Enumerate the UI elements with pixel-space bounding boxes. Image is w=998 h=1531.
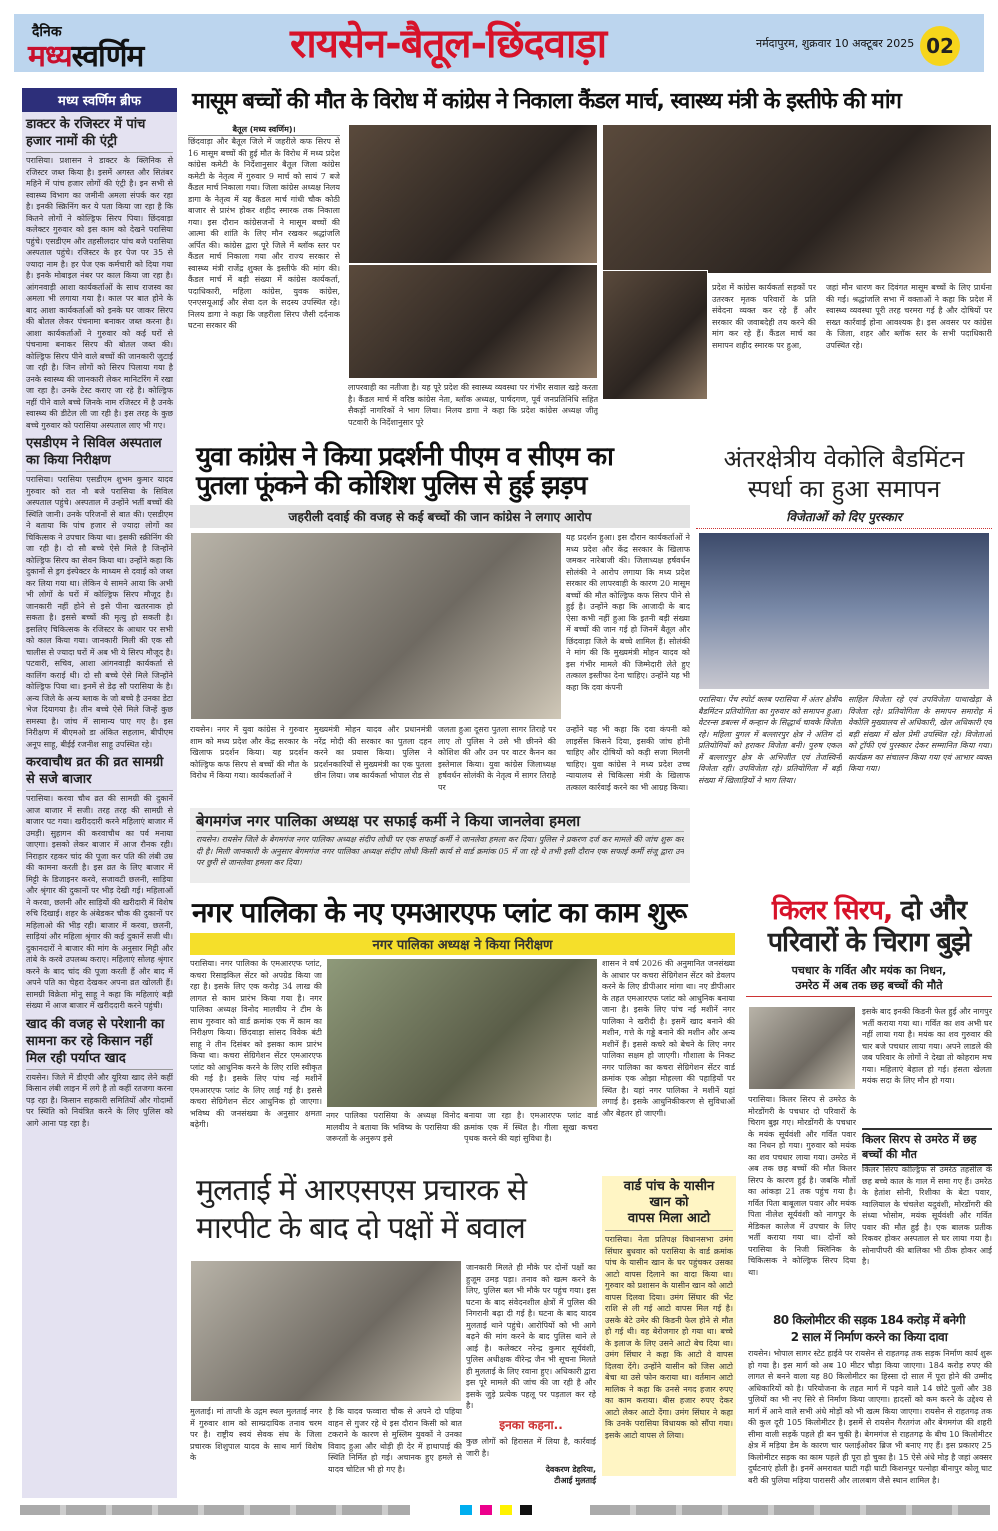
brief-body: परासिया। परासिया एसडीएम शुभम कुमार यादव गुरुवार को रात नौ बजे परासिया के सिविल अस्पताल पहुंचे। अस्पताल में उन्होंने भर्ती बच्चों की स्थिति जानी। उनके परिजनों से बात की। एसडीएम ने बताया कि पांच हजार से ज्यादा लोगों का चिकित्सक ने उपचार किया था। इसकी स्क्रीनिंग की जा रही है। दो सौ बच्चे ऐसे मिले है जिन्होंने कोल्ड्रिफ सिरप का सेवन किया था। उन्होंने कहा कि दुकानों से ड्रग इंस्पेक्टर के माध्यम से दवाई को जब्त कर लिया गया था। लेकिन ये सामने आया कि अभी भी लोगों के घरों में कोल्ड्रिफ सिरप मौजूद है। जानकारी नहीं होने से इसे पीना खतरनाक हो सकता है। इससे बच्चों की मृत्यु हो सकती है। इसलिए चिकित्सक के रजिस्टर के आधार पर सभी को काल किया गया। जानकारी मिली की एक सौ चालीस से ज्यादा घरों में अब भी ये सिरप मौजूद है। पटवारी, सचिव, आशा आंगनवाड़ी कार्यकर्ता से कालिंग कराई थी। दो सौ बच्चे ऐसे मिले जिन्होंने कोल्ड्रिफ पिया था। इनमें से डेढ़ सौ परासिया के है। अन्य जिले के अन्य ब्लाक के जो बच्चे है उनका डेटा भेज दियागया है। तीन बच्चे ऐसे मिले जिन्हें कुछ समस्या है। जांच में सामान्य पाए गए है। इस निरीक्षण में बीएमओ डा अंकित सहलाम, बीपीएम अनूप साहू, बीईई रजनीश साहू उपस्थित रहे। xyxy=(26,475,173,749)
story7-col2: है कि यादव फव्वारा चौक से अपने दो पहिया वाहन से गुजर रहे थे इस दौरान किसी को बात टकराने के कारण से मुस्लिम युवकों ने उनका विवाद हुआ और थोड़ी ही देर में हाथापाई की स्थिति निर्मित हो गई। अचानक हुए हमले से यादव चोटिल भी हो गए है। xyxy=(328,1407,462,1474)
story8-box xyxy=(602,1176,736,1476)
story1-col3: प्रदेश में कांग्रेस कार्यकर्ता सड़कों पर उतरकर मृतक परिवारों के प्रति संवेदना व्यक्त कर रहे हैं और सरकार की जवाबदेही तय करने की मांग कर रहे हैं। कैंडल मार्च का समापन शहीद स्मारक पर हुआ, xyxy=(712,283,816,350)
story7-col3: जानकारी मिलते ही मौके पर दोनों पक्षों का हुजूम उमड़ पड़ा। तनाव को खत्म करने के लिए, पुलिस बल भी मौके पर पहुंच गया। इस घटना के बाद संवेदनशील क्षेत्रों में पुलिस की निगरानी बढ़ा दी गई है। घटना के बाद यादव मुलताई थाने पहुंचे। आरोपियों को भी आगे बढ़ने की मांग करने के बाद पुलिस थाने ले आई है। कलेक्टर नरेन्द्र कुमार सूर्यवंशी, पुलिस अधीक्षक वीरेन्द्र जैन भी सूचना मिलते ही मुलताई के लिए रवाना हुए। अधिकारी द्वारा इस पूरे मामले की जांच की जा रही है और इसके जुड़े प्रत्येक पहलू पर पड़ताल कर रहे है। xyxy=(466,1263,596,1410)
brief-body: परासिया। करवा चौथ व्रत की सामग्री की दुकानें आज बाजार में सजी। तरह तरह की सामग्री से बाजार पट गया। खरीददारी करने महिलाएं बाजार में उमड़ी। सुहागन की करवाचौथ का पर्व मनाया जाएगा। इसको लेकर बाजार में आज रौनक रही। निराहार रहकर चांद की पूजा कर पति की लंबी उम्र की कामना करती है। इस व्रत के लिए बाजार में मिट्टी के डिजाइनर करवे, सजावटी छलनी, साड़िया और श्रृंगार की दुकानों पर भीड़ देखी गई। महिलाओं ने करवा, छलनी और साड़ियों की खरीदारी में विशेष रुचि दिखाई। शहर के अंबेडकर चौक की दुकानों पर महिलाओ की भीड़ रही। बाजार में करवा, छलनी, साड़ियां और महिला श्रृंगार की कई दुकानें सजी थी। दुकानदारों ने बाजार की मांग के अनुसार मिट्टी और तांबे के करवे उपलब्ध कराए। महिलाएं सोलह श्रृंगार करने के बाद चांद की पूजा करती हैं और बाद में अपने पति का चेहरा देखकर अपना व्रत खोलती हैं। सामग्री विक्रेता मोनू साहू ने कहा कि महिलाएं बड़ी संख्या में आज बाजार में खरीददारी करने पहुंची। xyxy=(26,794,173,1010)
newspaper-logo: मध्यस्वर्णिम xyxy=(28,39,144,74)
brief-title: खाद की वजह से परेशानी का सामना कर रहे किसान नहीं मिल रही पर्याप्त खाद xyxy=(26,1016,173,1070)
story2-col: जलता हुआ दूसरा पुतला सागर तिराहे पर लाए तो पुलिस ने उसे भी छीनने की कोशिश की और उन पर वाटर कैनन का इस्तेमाल किया। युवा कांग्रेस जिलाध्यक्ष हर्षवर्धन सोलंकी के नेतृत्व में सागर तिराहे पर xyxy=(438,725,556,792)
brief-body: परासिया। प्रशासन ने डाक्टर के क्लिनिक से रजिस्टर जब्त किया है। इसमें अगस्त और सितंबर महिने में पांच हजार लोगों की एंट्री है। इन सभी से स्वास्थ्य विभाग का जमीनी अमला संपर्क कर रहा है। इनकी स्क्रिनिंग कर ये पता किया जा रहा है कि कितने लोगों ने कोल्ड्रिफ सिरप पिया। छिंदवाड़ा कलेक्टर गुरुवार को इस काम को देखने परासिया पहुंचे। एसडीएम और तहसीलदार पांच बजे परासिया अस्पताल पहुंचे। रजिस्टर के हर पेज पर 35 से ज्यादा नाम है। हर पेज एक कर्मचारी को दिया गया है। इनके मोबाइल नंबर पर काल किया जा रहा है। आंगनवाड़ी आशा कार्यकर्ताओं के साथ राजस्व का अमला भी लगाया गया है। काल पर बात होने के बाद आशा कार्यकर्ताओं को इनके घर जाकर सिरप की बोतल लेकर पंचनामा बनाकर जब्त करना है। आशा कार्यकर्ताओं ने गुरुवार को कई घरों से पंचनामा बनाकर सिरप की बोतल जब्त की। कोल्ड्रिफ सिरप पीने वाले बच्चों की जानकारी जुटाई जा रही है। जिन लोगों को सिरप पिलाया गया है उनके स्वास्थ्य की जानकारी लेकर मानिटरिंग में रखा जा रहा है। उनके टेस्ट कराए जा रहे है। कोल्ड्रिफ नहीं पीने वाले बच्चे जिनके नाम रजिस्टर में है उनके स्वास्थ्य की डीटेल ली जा रही है। इस तरह के कुछ बच्चे गुरुवार को परासिया अस्पताल लाए भी गए। xyxy=(26,156,173,430)
story9-headline: 80 किलोमीटर की सड़क 184 करोड़ में बनेगी 2 साल में निर्माण करने का किया दावा xyxy=(772,1313,966,1344)
brief-title: डाक्टर के रजिस्टर में पांच हजार नामों की एंट्री xyxy=(26,116,173,153)
story8-headline: वार्ड पांच के यासीन खान को वापस मिला आटो xyxy=(605,1179,733,1231)
story2-subhead: जहरीली दवाई की वजह से कई बच्चों की जान कांग्रेस ने लगाए आरोप xyxy=(190,505,690,528)
candle-march-photo xyxy=(348,124,598,264)
story5-col2: शासन ने वर्ष 2026 की अनुमानित जनसंख्या के आधार पर कचरा सेग्रिगेशन सेंटर को डेवलप करने के लिए डीपीआर मांगा था। नए डीपीआर के तहत एमआरएफ प्लांट को आधुनिक बनाया जाना है। इसके लिए पांच नई मशीनें नगर पालिका ने खरीदी है। इसमें खाद बनाने की मशीन, गत्ते के गड्डे बनाने की मशीन और अन्य मशीनें हैं। इससे कचरे को बेचने के लिए नगर पालिका सक्षम हो जाएगी। गौशाला के निकट नगर पालिका का कचरा सेग्रिगेशन सेंटर वार्ड क्रमांक एक ओझा मोहल्ला की पहाड़ियों पर स्थित है। यहां नगर पालिका ने मशीनें यहां लगाई है। इसके आधुनिकीकरण से सुविधाओं और बेहतर हो जाएगी। xyxy=(602,959,735,1118)
cyan-mark xyxy=(460,1505,472,1515)
brief-item xyxy=(26,754,173,1012)
story2-headline: युवा कांग्रेस ने किया प्रदर्शनी पीएम व सीएम का पुतला फूंकने की कोशिश पुलिस से हुई झड़प xyxy=(196,442,613,501)
candle-march-photo xyxy=(602,270,708,400)
effigy-protest-photo xyxy=(190,532,562,720)
story1-col4: जहां मौन धारण कर दिवंगत मासूम बच्चों के लिए प्रार्थना की गई। श्रद्धांजलि सभा में वक्ताओं ने कहा कि प्रदेश में स्वास्थ्य व्यवस्था पूरी तरह चरमरा गई है और दोषियों पर सख्त कार्रवाई होना आवश्यक है। इस अवसर पर कांग्रेस के जिला, शहर और ब्लॉक स्तर के सभी पदाधिकारी उपस्थित रहे। xyxy=(826,283,992,350)
story6-col2: किलर सिरप कोल्ड्रिफ से उमरेठ तहसील के छह बच्चे काल के गाल में समा गए हैं। उमरेठ के हेतांश सोनी, रिशीका के बेटा पवार, ग्वालियाल के चंचलेश यदुवंशी, मोरडोंगरी की संध्या भोसोम, मयंक सूर्यवंशी और गर्वित पवार की मौत हुई है। एक बालक प्रतीक रिकवर होकर अस्पताल से घर लाया गया है। सोनापीपरी की बालिका भी ठीक होकर आई है। xyxy=(862,1165,992,1266)
story4-body: रायसेन। रायसेन जिले के बेगमगंज नगर पालिका अध्यक्ष संदीप लोधी पर एक सफाई कर्मी ने जानलेवा हमला कर दिया। पुलिस ने प्रकरण दर्ज कर मामले की जांच शुरू कर दी है। मिली जानकारी के अनुसार बेगमगंज नगर पालिका अध्यक्ष संदीप लोधी किसी कार्य से वार्ड क्रमांक 05 में जा रहे थे तभी इसी दौरान एक सफाई कर्मी संजू द्वारा उन पर छुरी से जानलेवा हमला कर दिया। xyxy=(196,835,684,867)
story3-headline: अंतरक्षेत्रीय वेकोलि बैडमिंटन स्पर्धा का हुआ समापन xyxy=(723,445,965,503)
story7-col1: मुलताई। मां ताप्ती के उद्गम स्थल मुलताई नगर में गुरुवार शाम को साम्प्रदायिक तनाव चरम पर है। राष्ट्रीय स्वयं सेवक संघ के जिला प्रचारक शिशुपाल यादव के साथ मार्ग विशेष के xyxy=(190,1407,322,1462)
dateline: नर्मदापुरम, शुक्रवार 10 अक्टूबर 2025 xyxy=(756,37,915,50)
brief-item xyxy=(26,435,173,750)
story2-col: उन्होंने यह भी कहा कि दवा कंपनी को लाइसेंस किसने दिया, इसकी जांच होनी चाहिए और दोषियों को कड़ी सजा मिलनी चाहिए। युवा कांग्रेस ने मध्य प्रदेश उच्च न्यायालय से चिकित्सा मंत्री के खिलाफ तत्काल कार्रवाई करने का भी आग्रह किया। xyxy=(566,725,690,792)
story4-headline: बेगमगंज नगर पालिका अध्यक्ष पर सफाई कर्मी ने किया जानलेवा हमला xyxy=(196,811,684,832)
candle-march-photo xyxy=(348,264,598,379)
registration-bar xyxy=(590,1505,990,1515)
story3-col1: परासिया। पेंच स्पोर्ट क्लब परासिया में अंतर क्षेत्रीय बैडमिंटन प्रतियोगिता का गुरुवार को समापन हुआ। वेटरन्स डबल्स में कन्हान के सिद्धार्थ चावके विजेता रहे। महिला युगल में बल्लारपुर क्षेत्र ने अंतिम दो प्रतियोगियों को हराकर विजेता बनी। पुरुष एकल में बल्लारपुर क्षेत्र के अभिजीत एवं तेजस्विनी विजेता रही। उपविजेता रहे। प्रतियोगिता में बड़ी संख्या में खिलाड़ियों ने भाग लिया। xyxy=(698,695,842,785)
story2-col: रायसेन। नगर में युवा कांग्रेस ने गुरुवार शाम को मध्य प्रदेश और केंद्र सरकार के खिलाफ प्रदर्शन किया। यह प्रदर्शन कोल्ड्रिफ कफ सिरप से बच्चों की मौत के विरोध में किया गया। कार्यकर्ताओं ने xyxy=(190,725,308,780)
registration-bar xyxy=(20,1505,410,1515)
story2-col: मुख्यमंत्री मोहन यादव और प्रधानमंत्री नरेंद्र मोदी की सरकार का पुतला दहन करने का प्रयास किया। पुलिस ने प्रदर्शनकारियों से मुख्यमंत्री का एक पुतला छीन लिया। जब कार्यकर्ता भोपाल रोड से xyxy=(314,725,432,780)
story5-subhead: नगर पालिका अध्यक्ष ने किया निरीक्षण xyxy=(190,933,735,955)
story2-side-col: यह प्रदर्शन हुआ। इस दौरान कार्यकर्ताओं ने मध्य प्रदेश और केंद्र सरकार के खिलाफ जमकर नारेबाजी की। जिलाध्यक्ष हर्षवर्धन सोलंकी ने आरोप लगाया कि मध्य प्रदेश सरकार की लापरवाही के कारण 20 मासूम बच्चों की मौत कोल्ड्रिफ कफ सिरप पीने से हुई है। उन्होंने कहा कि आजादी के बाद ऐसा कभी नहीं हुआ कि इतनी बड़ी संख्या में बच्चों की जान गई हो जिनमें बैतूल और छिंदवाड़ा जिले के बच्चे शामिल हैं। सोलंकी ने मांग की कि मुख्यमंत्री मोहन यादव को इस गंभीर मामले की जिम्मेदारी लेते हुए तत्काल इस्तीफा देना चाहिए। उन्होंने यह भी कहा कि दवा कंपनी xyxy=(566,533,690,692)
story7-inset-body: कुछ लोगों को हिरासत में लिया है, कार्रवाई जारी है। xyxy=(466,1437,596,1458)
brief-title: एसडीएम ने सिविल अस्पताल का किया निरीक्षण xyxy=(26,435,173,472)
story3-col2: साहिल विजेता रहे एवं उपविजेता पाथाखेड़ा के विजेता रहे। प्रतियोगिता के समापन समारोह में वेकोलि मुख्यालय से अधिकारी, खेल अधिकारी एवं बड़ी संख्या में खेल प्रेमी उपस्थित रहे। विजेताओं को ट्रॉफी एवं पुरस्कार देकर सम्मानित किया गया। कार्यक्रम का संचालन किया गया एवं आभार व्यक्त किया गया। xyxy=(848,695,992,773)
story6-headline: किलर सिरप, दो और परिवारों के चिराग बुझे xyxy=(767,895,971,958)
child-photo xyxy=(748,1006,856,1090)
story7-byline: देवकरण डेहरिया, टीआई मुलताई xyxy=(545,1465,596,1485)
story1-col1: छिंदवाड़ा और बैतूल जिले में जहरीले कफ सिरप से 16 मासूम बच्चों की हुई मौत के विरोध में मध्य प्रदेश कांग्रेस कमेटी के निर्देशानुसार बैतूल जिला कांग्रेस कमेटी के नेतृत्व में गुरुवार 9 मार्च को सायं 7 बजे कैंडल मार्च निकाला गया। जिला कांग्रेस अध्यक्ष निलय डागा के नेतृत्व में यह कैंडल मार्च गांधी चौक कोठी बाजार से प्रारंभ होकर शहीद स्मारक तक निकाला गया। इस दौरान कांग्रेसजनों ने मासूम बच्चों की आत्मा की शांति के लिए मौन रखकर श्रद्धांजलि अर्पित की। कांग्रेस द्वारा पूरे जिले में ब्लॉक स्तर पर कैंडल मार्च निकाला गया और राज्य सरकार से स्वास्थ्य मंत्री राजेंद्र शुक्ल के इस्तीफे की मांग की। कैंडल मार्च में बड़ी संख्या में कांग्रेस कार्यकर्ता, पदाधिकारी, महिला कांग्रेस, युवक कांग्रेस, एनएसयूआई और सेवा दल के सदस्य उपस्थित रहे। निलय डागा ने कहा कि जहरीला सिरप जैसी दर्दनाक घटना सरकार की xyxy=(188,137,340,330)
candle-march-photo xyxy=(602,124,992,274)
brief-body: रायसेन। जिले में डीएपी और यूरिया खाद लेने कहीं किसान लंबी लाइन में लगे है तो कहीं रतजगा करना पड़ रहा है। किसान सहकारी समितियों और गोदामों पर स्थिति को नियंत्रित करने के लिए पुलिस को आगे आना पड़ रहा है। xyxy=(26,1072,173,1128)
story7-headline: मुलताई में आरएसएस प्रचारक से मारपीट के बाद दो पक्षों में बवाल xyxy=(196,1173,527,1246)
story4-box xyxy=(190,808,690,883)
magenta-mark xyxy=(480,1505,492,1515)
story1-headline: मासूम बच्चों की मौत के विरोध में कांग्रेस ने निकाला कैंडल मार्च, स्वास्थ्य मंत्री के इस्तीफे की मांग xyxy=(192,89,901,114)
yellow-mark xyxy=(500,1505,512,1515)
story1-col2: लापरवाही का नतीजा है। यह पूरे प्रदेश की स्वास्थ्य व्यवस्था पर गंभीर सवाल खड़े करता है। कैंडल मार्च में वरिष्ठ कांग्रेस नेता, ब्लॉक अध्यक्ष, पार्षदगण, पूर्व जनप्रतिनिधि सहित सैकड़ों नागरिकों ने भाग लिया। निलय डागा ने कहा कि प्रदेश कांग्रेस अध्यक्ष जीतू पटवारी के निर्देशानुसार पूरे xyxy=(348,383,598,427)
story3-subhead: विजेताओं को दिए पुरस्कार xyxy=(696,508,992,529)
story6-col1: परासिया। किलर सिरप से उमरेठ के मोरडोंगरी के पचधार दो परिवारों के चिराग बुझ गए। मोरडोंगरी के पचधार के मयंक सूर्यवंशी और गर्वित पवार का निधन हो गया। गुरुवार को मयंक का शव पचधार लाया गया। उमरेठ में अब तक छह बच्चों की मौत किलर सिरप के कारण हुई है। जबकि मौतों का आंकड़ा 21 तक पहुंच गया है। गर्वित पिता बाबूलाल पवार और मयंक पिता नीलेश सूर्यवंशी को नागपुर के मेडिकल कालेज में उपचार के लिए भर्ती कराया गया था। दोनों को परासिया के निजी क्लिनिक के चिकित्सक ने कोल्ड्रिफ सिरप दिया था। xyxy=(748,1095,856,1277)
black-mark xyxy=(520,1505,532,1515)
story6-subhead: पचधार के गर्वित और मयंक का निधन, उमरेठ में अब तक छह बच्चों की मौते xyxy=(746,963,992,997)
page-number-badge: 02 xyxy=(920,26,960,66)
story9-body: रायसेन। भोपाल सागर स्टेट हाईवे पर रायसेन से राहतगढ़ तक सड़क निर्माण कार्य शुरू हो गया है। इस मार्ग को अब 10 मीटर चौड़ा किया जाएगा। 184 करोड़ रुपए की लागत से बनने वाला यह 80 किलोमीटर का हिस्सा दो साल में पूरा होने की उम्मीद अधिकारियों को है। परियोजना के तहत मार्ग में पड़ने वाले 14 छोटे पुलों और 38 पुलियों का भी नए सिरे से निर्माण किया जाएगा। हादसों को कम करने के उद्देश्य से मार्ग में आने वाले सभी अंधे मोड़ों को भी खत्म किया जाएगा। रायसेन से राहतगढ़ तक की कुल दूरी 105 किलोमीटर है। इसमें से रायसेन गैरतगंज और बेगमगंज की शहरी सीमा वाली सड़कें पहले ही बन चुकी है। बेगमगंज से राहतगढ़ के बीच 10 किलोमीटर क्षेत्र में मड़िया डेम के कारण चार फ्लाईओवर ब्रिज भी बनाए गए हैं। इस प्रकारए 25 किलोमीटर सड़क का काम पहले ही पूरा हो चुका है। 15 ऐसे अंधे मोड़ है जहां अक्सर दुर्घटनाएं होती है। इनमें अमरावत घाटी गढ़ी घाटी किशनपुर पत्नोहा बीनापुर कोलू घाट बरी की पुलिया मड़िया पारासरी और लालबाग जैसे स्थान शामिल है। xyxy=(748,1349,992,1485)
story5-caption1: नगर पालिका परासिया के अध्यक्ष विनोद मालवीय ने बताया कि भविष्य के परासिया की जरूरतों के अनुरूप इसे xyxy=(326,1111,460,1143)
story5-col1: परासिया। नगर पालिका के एमआरएफ प्लांट, कचरा रिसाइकिल सेंटर को अपग्रेड किया जा रहा है। इसके लिए एक करोड़ 34 लाख की लागत से काम प्रारंभ किया गया है। नगर पालिका अध्यक्ष विनोद मालवीय ने टीम के साथ गुरुवार को वार्ड क्रमांक एक में काम का निरीक्षण किया। छिंदवाड़ा सांसद विवेक बंटी साहू ने तीन दिसंबर को इसका काम प्रारंभ किया था। कचरा सेग्रिगेशन सेंटर एमआरएफ प्लांट को आधुनिक करने के लिए राशि स्वीकृत की गई है। इसके लिए पांच नई मशीनें एमआरएफ प्लांट के लिए लाई गई है। इससे कचरा सेग्रिगेशन सेंटर आधुनिक हो जाएगा। भविष्य की जनसंख्या के अनुसार क्षमता बढ़ेगी। xyxy=(190,959,322,1129)
brief-item xyxy=(26,1016,173,1130)
story7-inset-title: इनका कहना.. xyxy=(499,1418,563,1432)
mrf-plant-photo xyxy=(326,958,598,1108)
multai-crowd-photo xyxy=(190,1260,462,1402)
story8-body: परासिया। नेता प्रतिपक्ष विधानसभा उमंग सिंघार बुधवार को परासिया के वार्ड क्रमांक पांच के यासीन खान के घर पहुंचकर उसका आटो वापस दिलाने का वादा किया था। गुरुवार को प्रशासन के यासीन खान को आटो वापस दिलवा दिया। उमंग सिंघार की भेंट राशि से ली गई आटो वापस मिल गई है। उसके बेटे उमेर की किडनी फेल होने से मौत हो गई थी। वह बेरोजगार हो गया था। बच्चे के इलाज के लिए उसने आटो बेच दिया था। उमंग सिंघार ने कहा कि आटो वे वापस दिलवा देंगे। उन्होंने यासीन को जिस आटो बेचा था उसे फोन कराया था। वर्तमान आटो मालिक ने कहा कि उनसे नगद हजार रुपए का काम कराया। बीस हजार रुपए देकर आटो लेकर आटो देंगा। उमंग सिंघार ने कहा कि उनके परासिया विधायक को सौंपा गया। इसके आटो वापस ले लिया। xyxy=(605,1235,733,1440)
badminton-prize-photo xyxy=(698,532,990,690)
story5-headline: नगर पालिका के नए एमआरएफ प्लांट का काम शुरू xyxy=(192,896,687,929)
brief-column xyxy=(22,88,177,1498)
logo-top-text: दैनिक xyxy=(32,24,62,40)
brief-header: मध्य स्वर्णिम ब्रीफ xyxy=(22,88,177,112)
brief-title: करवाचौथ व्रत की व्रत सामग्री से सजे बाजार xyxy=(26,754,173,791)
story6-side: इसके बाद इनकी किडनी फेल हुई और नागपुर भर्ती कराया गया था। गर्वित का शव अभी घर नहीं लाया गया है। मयंक का शव गुरुवार की चार बजे पचधार लाया गया। अपने लाडले की जब परिवार के लोगों ने देखा तो कोहराम मच गया। महिलाएं बेहाल हो गई। हंसता खेलता मयंक सदा के लिए मौन हो गया। xyxy=(862,1007,992,1085)
section-title: रायसेन-बैतूल-छिंदवाड़ा xyxy=(290,21,607,67)
story1-dateline: बैतूल (मध्य स्वर्णिम)। xyxy=(188,124,340,136)
story6-box-title: किलर सिरप से उमरेठ में छह बच्चों की मौत xyxy=(862,1128,992,1166)
story5-caption2: बनाया जा रहा है। एमआरएफ प्लांट वार्ड क्रमांक एक में स्थित है। गीला सूखा कचरा पृथक करने की यहां सुविधा है। xyxy=(464,1111,598,1143)
brief-item xyxy=(26,116,173,431)
